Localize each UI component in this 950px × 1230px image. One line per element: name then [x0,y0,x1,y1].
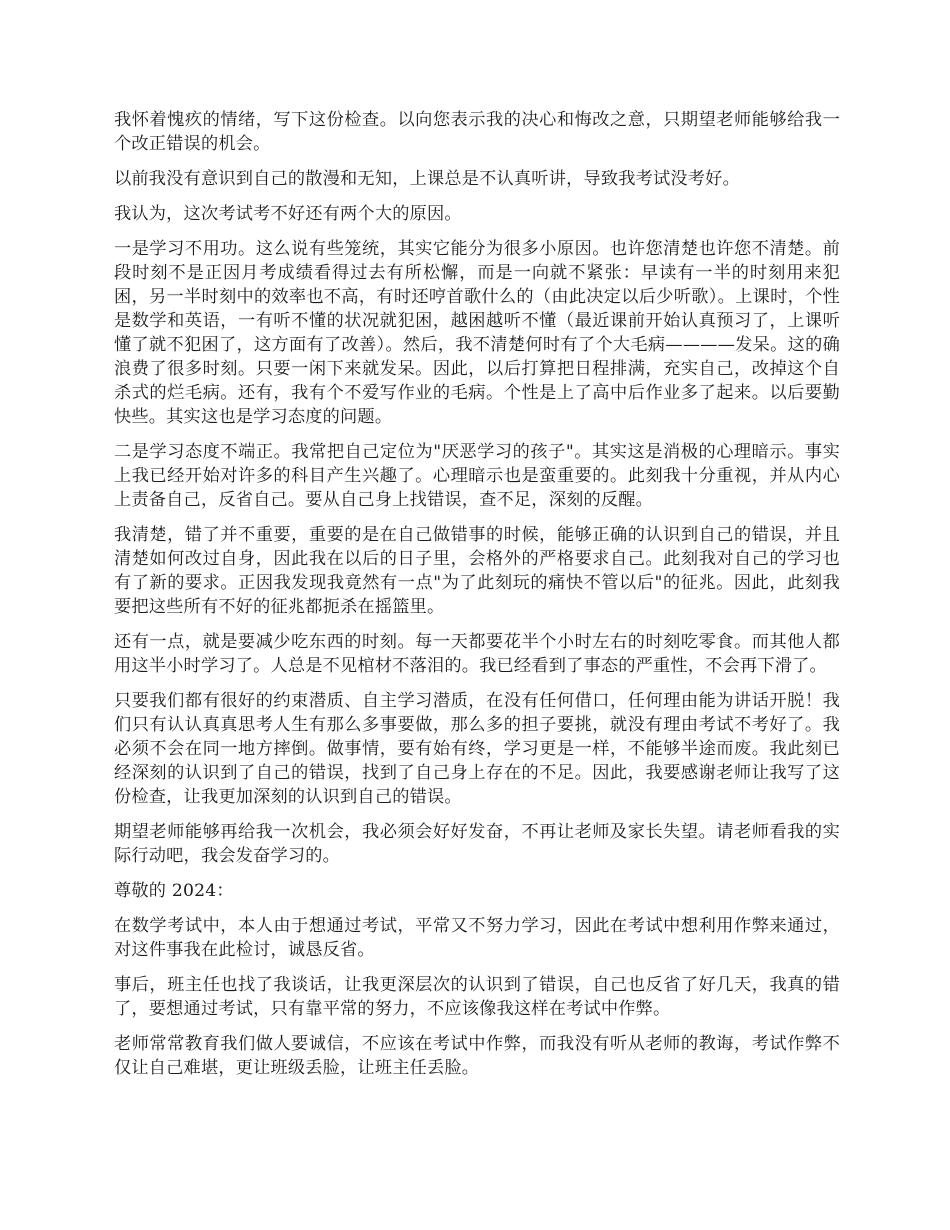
paragraph-salutation: 尊敬的 2024： [114,881,234,901]
paragraph-background: 以前我没有意识到自己的散漫和无知，上课总是不认真听讲，导致我考试没考好。 [114,169,740,189]
paragraph-honesty: 老师常常教育我们做人要诚信，不应该在考试中作弊，而我没有听从老师的教诲，考试作弊不仅让自己难堪，更让班级丢脸，让班主任丢脸。 [114,1034,840,1078]
paragraph-exam-cheating: 在数学考试中，本人由于想通过考试，平常又不努力学习，因此在考试中想利用作弊来通过，对这件事我在此检讨，诚恳反省。 [114,916,840,960]
paragraph-reason-two: 二是学习态度不端正。我常把自己定位为"厌恶学习的孩子"。其实这是消极的心理暗示。事实上我已经开始对许多的科目产生兴趣了。心理暗示也是蛮重要的。此刻我十分重视，并从内心上责备自己，反省自己。要从自己身上找错误，查不足，深刻的反醒。 [114,442,840,510]
paragraph-intro: 我怀着愧疚的情绪，写下这份检查。以向您表示我的决心和悔改之意，只期望老师能够给我一个改正错误的机会。 [114,110,840,154]
paragraph-resolve: 只要我们都有很好的约束潜质、自主学习潜质，在没有任何借口，任何理由能为讲话开脱！我们只有认认真真思考人生有那么多事要做，那么多的担子要挑，就没有理由考试不考好了。我必须不会在同一地方摔倒。做事情，要有始有终，学习更是一样，不能够半途而废。我此刻已经深刻的认识到了自己的错误，找到了自己身上存在的不足。因此，我要感谢老师让我写了这份检查，让我更加深刻的认识到自己的错误。 [114,691,840,807]
paragraph-reflection: 我清楚，错了并不重要，重要的是在自己做错事的时候，能够正确的认识到自己的错误，并且清楚如何改过自身，因此我在以后的日子里，会格外的严格要求自己。此刻我对自己的学习也有了新的要求。正因我发现我竟然有一点"为了此刻玩的痛快不管以后"的征兆。因此，此刻我要把这些所有不好的征兆都扼杀在摇篮里。 [114,525,840,617]
paragraph-snacks: 还有一点，就是要减少吃东西的时刻。每一天都要花半个小时左右的时刻吃零食。而其他人都用这半小时学习了。人总是不见棺材不落泪的。我已经看到了事态的严重性，不会再下滑了。 [114,632,840,676]
paragraph-closing: 期望老师能够再给我一次机会，我必须会好好发奋，不再让老师及家长失望。请老师看我的实际行动吧，我会发奋学习的。 [114,822,840,866]
paragraph-aftermath: 事后，班主任也找了我谈话，让我更深层次的认识到了错误，自己也反省了好几天，我真的错了，要想通过考试，只有靠平常的努力，不应该像我这样在考试中作弊。 [114,975,840,1019]
document-page [114,108,840,1091]
paragraph-reasons-intro: 我认为，这次考试考不好还有两个大的原因。 [114,204,462,224]
paragraph-reason-one: 一是学习不用功。这么说有些笼统，其实它能分为很多小原因。也许您清楚也许您不清楚。前段时刻不是正因月考成绩看得过去有所松懈，而是一向就不紧张：早读有一半的时刻用来犯困，另一半时刻中的效率也不高，有时还哼首歌什么的（由此决定以后少听歌）。上课时，个性是数学和英语，一有听不懂的状况就犯困，越困越听不懂（最近课前开始认真预习了，上课听懂了就不犯困了，这方面有了改善）。然后，我不清楚何时有了个大毛病————发呆。这的确浪费了很多时刻。只要一闲下来就发呆。因此，以后打算把日程排满，充实自己，改掉这个自杀式的烂毛病。还有，我有个不爱写作业的毛病。个性是上了高中后作业多了起来。以后要勤快些。其实这也是学习态度的问题。 [114,239,840,427]
